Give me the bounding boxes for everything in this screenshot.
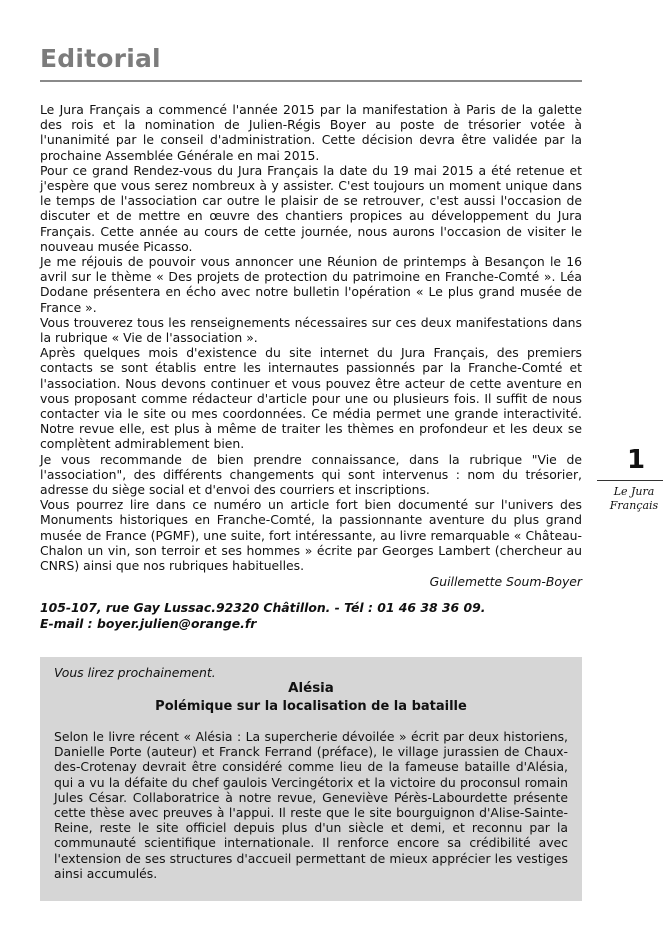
- editorial-paragraph: Je me réjouis de pouvoir vous annoncer une Réunion de printemps à Besançon le 16 avril sur le thème « Des projets de protection du patrimoine en Franche-Comté ». Léa Dodane présentera en écho avec notre bulletin l'opération « Le plus grand musée de France ».: [40, 254, 582, 315]
- teaser-text: Selon le livre récent « Alésia : La supercherie dévoilée » écrit par deux historiens, Danielle Porte (auteur) et Franck Ferrand (préface), le village jurassien de Chaux-des-Crotenay devrait être considéré comme lieu de la fameuse bataille d'Alésia, qui a vu la défaite du chef gaulois Vercingétorix et la victoire du proconsul romain Jules César. Collaboratrice à notre revue, Geneviève Pérès-Labourdette présente cette thèse avec preuves à l'appui. Il reste que le site bourguignon d'Alise-Sainte-Reine, reste le site officiel depuis plus d'un siècle et demi, et reconnu par la communauté scientifique internationale. Il renforce encore sa crédibilité avec l'extension de ses structures d'accueil permettant de mieux apprécier les vestiges ainsi accumulés.: [54, 729, 568, 881]
- editorial-paragraph: Vous trouverez tous les renseignements nécessaires sur ces deux manifestations dans la rubrique « Vie de l'association ».: [40, 314, 582, 346]
- teaser-intro: Vous lirez prochainement.: [54, 665, 216, 680]
- editorial-paragraph: Vous pourrez lire dans ce numéro un article fort bien documenté sur l'univers des Monuments historiques en Franche-Comté, la passionnante aventure du plus grand musée de France (PGMF), une suite, fort intéressante, au livre remarquable « Château-Chalon un vin, son terroir et ses hommes » écrite par Georges Lambert (chercheur au CNRS) ainsi que nos rubriques habituelles.: [40, 497, 582, 574]
- editorial-paragraph: Pour ce grand Rendez-vous du Jura Français la date du 19 mai 2015 a été retenue et j'espère que vous serez nombreux à y assister. C'est toujours un moment unique dans le temps de l'association car outre le plaisir de se retrouver, c'est aussi l'occasion de discuter et de mettre en œuvre des chantiers propices au développement du Jura Français. Cette année au cours de cette journée, nous aurons l'occasion de visiter le nouveau musée Picasso.: [40, 162, 582, 254]
- page-title: Editorial: [40, 44, 161, 73]
- side-divider: [597, 480, 663, 481]
- publication-caption: [597, 485, 663, 513]
- address-line: 105-107, rue Gay Lussac.92320 Châtillon. - Tél : 01 46 38 36 09.: [40, 600, 486, 615]
- teaser-subtitle: Polémique sur la localisation de la bataille: [155, 699, 467, 714]
- caption-line: Le Jura: [613, 485, 655, 498]
- editorial-paragraph: Après quelques mois d'existence du site internet du Jura Français, des premiers contacts se sont établis entre les internautes passionnés par la Franche-Comté et l'association. Nous devons continuer et vous pouvez être acteur de cette aventure en vous proposant comme rédacteur d'article pour une ou plusieurs fois. Il suffit de nous contacter via le site ou mes coordonnées. Ce média permet une grande interactivité. Notre revue elle, est plus à même de traiter les thèmes en profondeur et les deux se complètent admirablement bien.: [40, 345, 582, 452]
- editorial-paragraph: Je vous recommande de bien prendre connaissance, dans la rubrique "Vie de l'association", des différents changements qui sont intervenus : nom du trésorier, adresse du siège social et d'envoi des courriers et inscriptions.: [40, 451, 582, 498]
- contact-block: [40, 600, 600, 632]
- title-divider: [40, 80, 582, 82]
- side-marker: [597, 446, 663, 513]
- teaser-box: [40, 657, 582, 901]
- editorial-body: [40, 102, 582, 590]
- email-line: E-mail : boyer.julien@orange.fr: [40, 616, 257, 631]
- signature: Guillemette Soum-Boyer: [429, 574, 582, 590]
- teaser-title: Alésia: [288, 681, 334, 696]
- caption-line: Français: [609, 499, 659, 512]
- editorial-paragraph: Le Jura Français a commencé l'année 2015 par la manifestation à Paris de la galette des rois et la nomination de Julien-Régis Boyer au poste de trésorier votée à l'unanimité par le conseil d'administration. Cette décision devra être validée par la prochaine Assemblée Générale en mai 2015.: [40, 102, 582, 163]
- page-number: 1: [626, 445, 646, 475]
